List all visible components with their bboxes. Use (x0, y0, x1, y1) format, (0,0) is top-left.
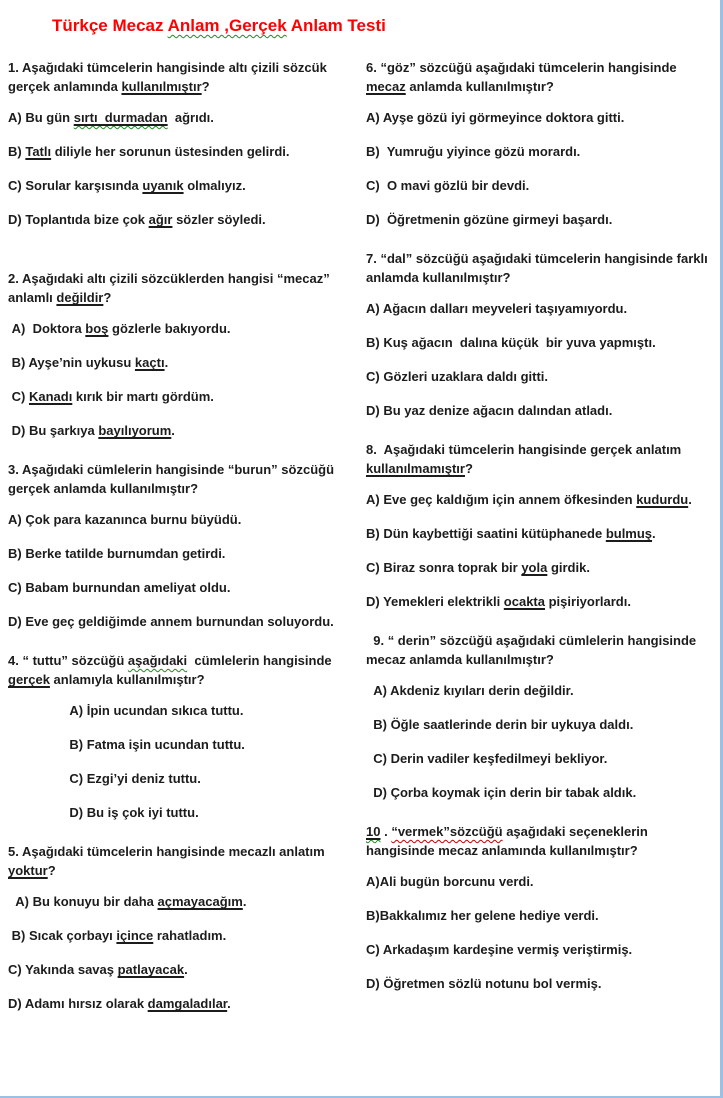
text-run: A) İpin ucundan sıkıca tuttu. (8, 703, 244, 718)
question-6-prompt (366, 58, 714, 96)
emphasized-text (366, 79, 406, 94)
emphasized-text (56, 290, 103, 305)
emphasized-text (118, 962, 185, 977)
text-run: rahatladım. (153, 928, 227, 943)
text-run: C) Derin vadiler keşfedilmeyi bekliyor. (366, 751, 608, 766)
text-run: 9. “ derin” sözcüğü aşağıdaki cümlelerin hangisinde mecaz anlamda kullanılmıştır? (366, 633, 700, 667)
question-5-prompt (8, 842, 356, 880)
question-7-option-A (366, 299, 714, 318)
text-run: B) Fatma işin ucundan tuttu. (8, 737, 245, 752)
text-run: D) Öğretmenin gözüne girmeyi başardı. (366, 212, 613, 227)
text-run: B) Dün kaybettiği saatini kütüphanede (366, 526, 606, 541)
underlined-text: kullanılmıştır (121, 79, 202, 94)
question-7-option-B (366, 333, 714, 352)
text-run: D) Öğretmen sözlü notunu bol vermiş. (366, 976, 602, 991)
underlined-text: patlayacak (117, 962, 185, 977)
underlined-text: ağır (148, 212, 173, 227)
emphasized-text (521, 560, 547, 575)
text-run: . (652, 526, 656, 541)
emphasized-text: Anlam ,Gerçek (167, 16, 287, 35)
emphasized-text (29, 389, 72, 404)
question-4-prompt (8, 651, 356, 689)
underlined-text: kullanılmamıştır (366, 461, 465, 476)
text-run: A) Akdeniz kıyıları derin değildir. (366, 683, 574, 698)
question-9-option-C (366, 749, 714, 768)
text-run: C) Sorular karşısında (8, 178, 143, 193)
question-3-option-B (8, 544, 356, 563)
emphasized-text (504, 594, 545, 609)
emphasized-text (8, 672, 50, 687)
question-7-prompt (366, 249, 714, 287)
underlined-text: yoktur (8, 863, 48, 878)
text-run: 1. Aşağıdaki tümcelerin hangisinde altı çizili sözcük gerçek anlamında (8, 60, 331, 94)
text-run: pişiriyorlardı. (545, 594, 631, 609)
question-7-option-D (366, 401, 714, 420)
text-run: B) Sıcak çorbayı (8, 928, 117, 943)
question-9-option-D (366, 783, 714, 802)
underlined-text: yola (521, 560, 548, 575)
question-1-option-B (8, 142, 356, 161)
text-run: . (164, 355, 169, 370)
question-10 (366, 822, 714, 993)
text-run: C) (8, 389, 29, 404)
page-title (52, 14, 720, 38)
question-2-option-A (8, 319, 356, 338)
emphasized-text (98, 423, 171, 438)
underlined-text: Tatlı (25, 144, 52, 159)
underlined-text: Kanadı (28, 389, 73, 404)
text-run: D) Bu iş çok iyi tuttu. (8, 805, 199, 820)
text-run: olmalıyız. (183, 178, 246, 193)
text-run: C) Yakında savaş (8, 962, 118, 977)
text-run: 8. Aşağıdaki tümcelerin hangisinde gerçek anlatım (366, 442, 685, 457)
text-run: D) Bu şarkıya (8, 423, 99, 438)
text-run: B) Yumruğu yiyince gözü morardı. (366, 144, 581, 159)
emphasized-text (158, 894, 243, 909)
text-run: ? (201, 79, 210, 94)
question-4-option-C (8, 769, 356, 788)
question-1-option-C (8, 176, 356, 195)
text-run: ağrıdı. (167, 110, 214, 125)
underlined-text: uyanık (142, 178, 184, 193)
text-run: 7. “dal” sözcüğü aşağıdaki tümcelerin hangisinde farklı anlamda kullanılmıştır? (366, 251, 712, 285)
text-run: D) Yemekleri elektrikli (366, 594, 504, 609)
text-run: girdik. (547, 560, 590, 575)
text-run: 6. “göz” sözcüğü aşağıdaki tümcelerin hangisinde (366, 60, 681, 75)
text-run: A) Doktora (8, 321, 86, 336)
text-run: 4. “ tuttu” sözcüğü (8, 653, 128, 668)
text-run: sözler söyledi. (172, 212, 266, 227)
text-run: D) Adamı hırsız olarak (8, 996, 148, 1011)
question-4-option-A (8, 701, 356, 720)
underlined-text: gerçek (8, 672, 50, 687)
text-run: C) Biraz sonra toprak bir (366, 560, 522, 575)
text-run: D) Çorba koymak için derin bir tabak aldık. (366, 785, 637, 800)
text-run: kırık bir martı gördüm. (72, 389, 214, 404)
question-5-option-C (8, 960, 356, 979)
question-9-prompt (366, 631, 714, 669)
question-9-option-B (366, 715, 714, 734)
emphasized-text (121, 79, 201, 94)
text-run: ? (47, 863, 56, 878)
text-run: . (380, 824, 392, 839)
text-run: . (171, 423, 175, 438)
text-run: B) (8, 144, 26, 159)
emphasized-text (8, 863, 48, 878)
text-run: aşağıdaki seçeneklerin hangisinde mecaz anlamında kullanılmıştır? (366, 824, 652, 858)
question-10-option-D (366, 974, 714, 993)
question-3 (8, 460, 356, 631)
question-1-option-D (8, 210, 356, 229)
text-run: B)Bakkalımız her gelene hediye verdi. (366, 908, 599, 923)
right-column (366, 58, 714, 1033)
question-1-option-A (8, 108, 356, 127)
text-run: anlamıyla kullanılmıştır? (49, 672, 205, 687)
underlined-text: bayılıyorum (98, 423, 172, 438)
underlined-text: mecaz (366, 79, 406, 94)
underlined-text: kaçtı (134, 355, 165, 370)
text-run: gözlerle bakıyordu. (108, 321, 231, 336)
question-6-option-D (366, 210, 714, 229)
question-9-option-A (366, 681, 714, 700)
question-1-prompt (8, 58, 356, 96)
question-1 (8, 58, 356, 229)
question-2-prompt (8, 269, 356, 307)
text-run: cümlelerin hangisinde (187, 653, 336, 668)
emphasized-text: aşağıdaki (127, 653, 188, 668)
question-5 (8, 842, 356, 1013)
question-4-option-D (8, 803, 356, 822)
question-9 (366, 631, 714, 802)
question-3-option-A (8, 510, 356, 529)
underlined-text: açmayacağım (157, 894, 243, 909)
text-run: anlamda kullanılmıştır? (405, 79, 554, 94)
question-10-option-A (366, 872, 714, 891)
question-10-option-C (366, 940, 714, 959)
emphasized-text: “vermek”sözcüğü (391, 824, 503, 839)
text-run: 3. Aşağıdaki cümlelerin hangisinde “burun” sözcüğü gerçek anlamda kullanılmıştır? (8, 462, 338, 496)
question-4-option-B (8, 735, 356, 754)
emphasized-text (74, 110, 168, 125)
question-6-option-A (366, 108, 714, 127)
text-run: D) Bu yaz denize ağacın dalından atladı. (366, 403, 613, 418)
text-run: C) Babam burnundan ameliyat oldu. (8, 580, 231, 595)
text-run: A) Bu konuyu bir daha (8, 894, 158, 909)
text-run: A) Bu gün (8, 110, 74, 125)
emphasized-text (148, 996, 227, 1011)
text-run: A)Ali bugün borcunu verdi. (366, 874, 534, 889)
emphasized-text (366, 461, 465, 476)
text-run: diliyle her sorunun üstesinden gelirdi. (51, 144, 290, 159)
question-8-prompt (366, 440, 714, 478)
emphasized-text (85, 321, 108, 336)
question-6-option-C (366, 176, 714, 195)
emphasized-text (606, 526, 652, 541)
left-column (8, 58, 356, 1033)
question-7-option-C (366, 367, 714, 386)
text-run: Anlam Testi (286, 16, 386, 35)
text-run: D) Eve geç geldiğimde annem burnundan soluyordu. (8, 614, 334, 629)
question-8 (366, 440, 714, 611)
underlined-text: değildir (56, 290, 104, 305)
text-run: 2. Aşağıdaki altı çizili sözcüklerden hangisi “mecaz” anlamlı (8, 271, 334, 305)
question-8-option-D (366, 592, 714, 611)
underlined-text: boş (85, 321, 109, 336)
underlined-text: damgaladılar (147, 996, 228, 1011)
text-run: D) Toplantıda bize çok (8, 212, 149, 227)
question-10-prompt (366, 822, 714, 860)
emphasized-text (142, 178, 183, 193)
emphasized-text (116, 928, 153, 943)
question-6-option-B (366, 142, 714, 161)
underlined-text: sırtı durmadan (73, 110, 168, 125)
question-5-option-A (8, 892, 356, 911)
emphasized-text (25, 144, 51, 159)
question-6 (366, 58, 714, 229)
emphasized-text (366, 824, 380, 839)
question-3-option-D (8, 612, 356, 631)
text-run: . (242, 894, 247, 909)
text-run: . (688, 492, 692, 507)
text-run: ? (103, 290, 112, 305)
text-run: 5. Aşağıdaki tümcelerin hangisinde mecazlı anlatım (8, 844, 329, 859)
text-run: Türkçe Mecaz (52, 16, 168, 35)
text-run: C) O mavi gözlü bir devdi. (366, 178, 530, 193)
text-run: C) Gözleri uzaklara daldı gitti. (366, 369, 549, 384)
text-run: ? (464, 461, 473, 476)
emphasized-text (149, 212, 173, 227)
question-7 (366, 249, 714, 420)
underlined-text: kudurdu (636, 492, 689, 507)
text-run: B) Kuş ağacın dalına küçük bir yuva yapmıştı. (366, 335, 656, 350)
emphasized-text (636, 492, 688, 507)
question-8-option-B (366, 524, 714, 543)
question-2-option-D (8, 421, 356, 440)
text-run: C) Arkadaşım kardeşine vermiş veriştirmiş. (366, 942, 633, 957)
text-run: B) Öğle saatlerinde derin bir uykuya daldı. (366, 717, 634, 732)
question-8-option-A (366, 490, 714, 509)
question-3-option-C (8, 578, 356, 597)
question-2-option-C (8, 387, 356, 406)
question-columns (0, 58, 720, 1033)
text-run: . (184, 962, 188, 977)
question-5-option-D (8, 994, 356, 1013)
question-5-option-B (8, 926, 356, 945)
question-3-prompt (8, 460, 356, 498)
text-run: A) Eve geç kaldığım için annem öfkesinden (366, 492, 637, 507)
underlined-text: ocakta (503, 594, 545, 609)
question-8-option-C (366, 558, 714, 577)
underlined-text: bulmuş (605, 526, 653, 541)
text-run: A) Ağacın dalları meyveleri taşıyamıyordu. (366, 301, 628, 316)
text-run: C) Ezgi’yi deniz tuttu. (8, 771, 201, 786)
text-run: B) Ayşe’nin uykusu (8, 355, 135, 370)
text-run: . (227, 996, 231, 1011)
emphasized-text (135, 355, 165, 370)
question-4 (8, 651, 356, 822)
question-10-option-B (366, 906, 714, 925)
question-2 (8, 269, 356, 440)
text-run: A) Çok para kazanınca burnu büyüdü. (8, 512, 242, 527)
underlined-text: 10 (366, 824, 381, 839)
underlined-text: içince (116, 928, 154, 943)
question-2-option-B (8, 353, 356, 372)
text-run: A) Ayşe gözü iyi görmeyince doktora gitti. (366, 110, 625, 125)
text-run: B) Berke tatilde burnumdan getirdi. (8, 546, 226, 561)
